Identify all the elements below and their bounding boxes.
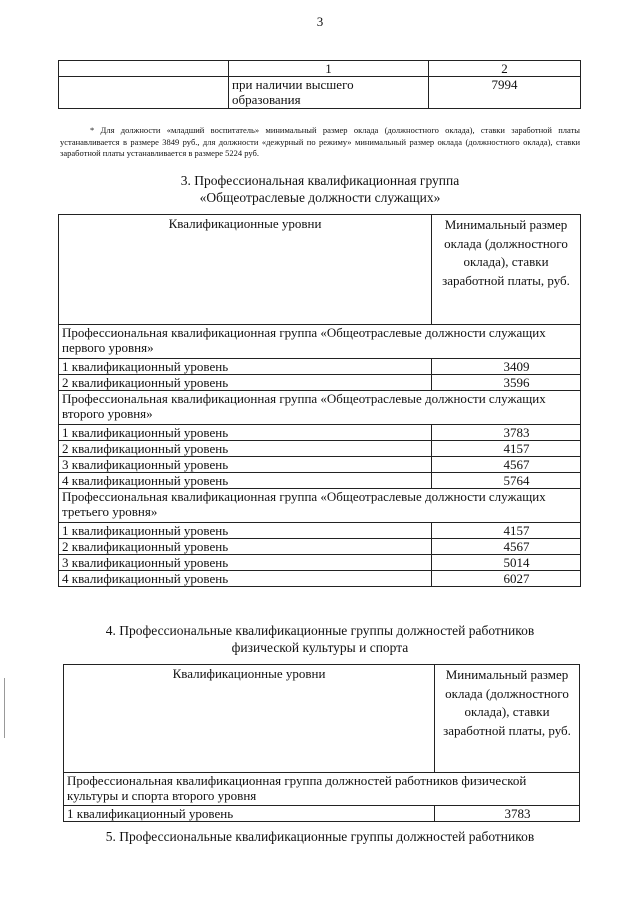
level-label: 2 квалификационный уровень xyxy=(59,441,432,457)
section3-table xyxy=(58,214,581,587)
level-label: 1 квалификационный уровень xyxy=(59,523,432,539)
footnote: * Для должности «младший воспитатель» минимальный размер оклада (должностного оклада), ставки заработной платы устанавливается в размере 3849 руб., для должности «дежурный по режиму» минимальный размер оклада (должностного оклада), ставки заработной платы устанавливается в размере 5224 руб. xyxy=(60,125,580,158)
level-label: 4 квалификационный уровень xyxy=(59,571,432,587)
group-title: Профессиональная квалификационная группа «Общеотраслевые должности служащих первого уровня» xyxy=(59,325,581,359)
scan-edge-mark xyxy=(4,678,5,738)
salary-value: 3596 xyxy=(432,375,581,391)
group-title: Профессиональная квалификационная группа «Общеотраслевые должности служащих второго уровня» xyxy=(59,391,581,425)
section5-title-line1: 5. Профессиональные квалификационные группы должностей работников xyxy=(105,829,535,844)
empty-cell xyxy=(59,77,229,109)
salary-value: 3783 xyxy=(432,425,581,441)
salary-value: 4157 xyxy=(432,523,581,539)
page-number: 3 xyxy=(316,14,324,29)
header-cell-empty xyxy=(59,61,229,77)
level-label: 2 квалификационный уровень xyxy=(59,375,432,391)
education-label: при наличии высшего образования xyxy=(229,77,429,109)
group-title: Профессиональная квалификационная группа должностей работников физической культуры и спорта второго уровня xyxy=(64,773,580,806)
level-label: 3 квалификационный уровень xyxy=(59,555,432,571)
salary-value: 5014 xyxy=(432,555,581,571)
education-value: 7994 xyxy=(429,77,581,109)
salary-value: 4567 xyxy=(432,457,581,473)
group-title: Профессиональная квалификационная группа «Общеотраслевые должности служащих третьего уровня» xyxy=(59,489,581,523)
level-label: 1 квалификационный уровень xyxy=(59,425,432,441)
section4-title-line1: 4. Профессиональные квалификационные группы должностей работников xyxy=(105,623,535,638)
header-col-2: 2 xyxy=(429,61,581,77)
continuation-table xyxy=(58,60,581,109)
column-header-salary: Минимальный размер оклада (должностного оклада), ставки заработной платы, руб. xyxy=(435,665,580,773)
salary-value: 3409 xyxy=(432,359,581,375)
level-label: 4 квалификационный уровень xyxy=(59,473,432,489)
salary-value: 6027 xyxy=(432,571,581,587)
salary-value: 4567 xyxy=(432,539,581,555)
level-label: 2 квалификационный уровень xyxy=(59,539,432,555)
section3-title-line2: «Общеотраслевые должности служащих» xyxy=(199,190,441,205)
salary-value: 3783 xyxy=(435,806,580,822)
header-col-1: 1 xyxy=(229,61,429,77)
section4-table xyxy=(63,664,580,822)
column-header-salary: Минимальный размер оклада (должностного оклада), ставки заработной платы, руб. xyxy=(432,215,581,325)
level-label: 1 квалификационный уровень xyxy=(64,806,435,822)
salary-value: 5764 xyxy=(432,473,581,489)
level-label: 1 квалификационный уровень xyxy=(59,359,432,375)
level-label: 3 квалификационный уровень xyxy=(59,457,432,473)
section3-title-line1: 3. Профессиональная квалификационная группа xyxy=(180,173,460,188)
column-header-levels: Квалификационные уровни xyxy=(59,215,432,325)
column-header-levels: Квалификационные уровни xyxy=(64,665,435,773)
section4-title-line2: физической культуры и спорта xyxy=(231,640,409,655)
salary-value: 4157 xyxy=(432,441,581,457)
